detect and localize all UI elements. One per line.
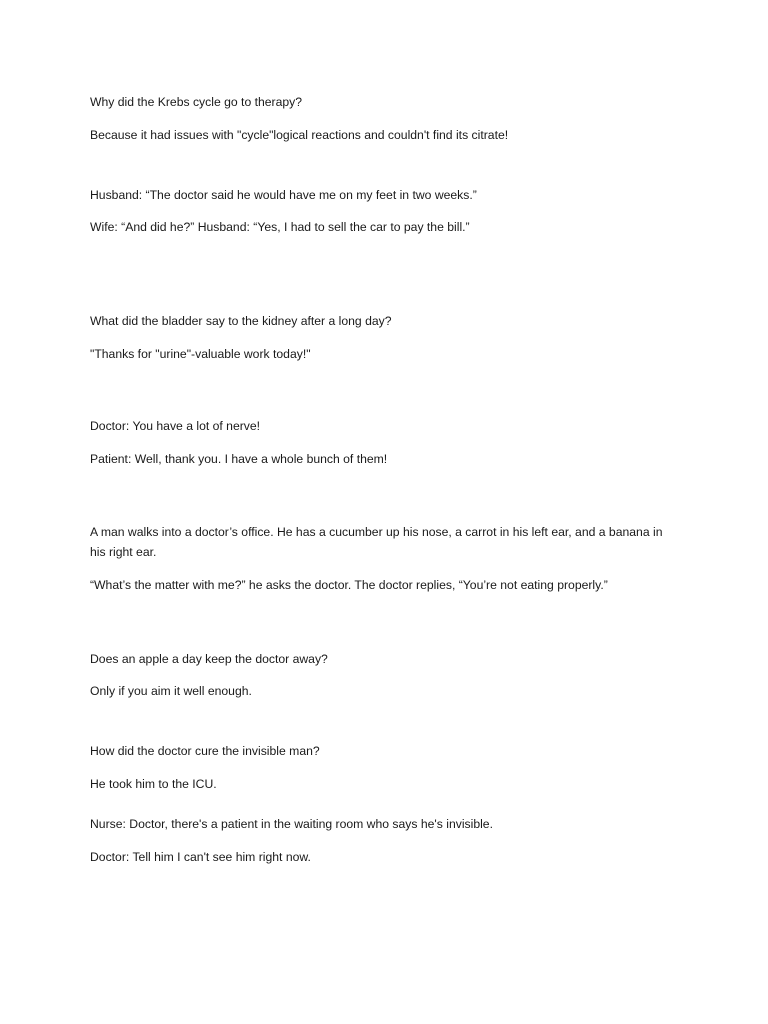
joke-8-punchline: Doctor: Tell him I can't see him right now.	[90, 850, 311, 864]
joke-7-answer: He took him to the ICU.	[90, 777, 217, 791]
joke-6-question: Does an apple a day keep the doctor away?	[90, 652, 328, 666]
joke-5-punchline: “What’s the matter with me?” he asks the doctor. The doctor replies, “You’re not eating properly.”	[90, 578, 608, 592]
joke-2-setup: Husband: “The doctor said he would have me on my feet in two weeks.”	[90, 188, 477, 202]
joke-7-question: How did the doctor cure the invisible man?	[90, 744, 320, 758]
joke-3-question: What did the bladder say to the kidney after a long day?	[90, 314, 392, 328]
joke-4-punchline: Patient: Well, thank you. I have a whole bunch of them!	[90, 452, 388, 466]
joke-8-setup: Nurse: Doctor, there's a patient in the waiting room who says he's invisible.	[90, 817, 493, 831]
joke-4-setup: Doctor: You have a lot of nerve!	[90, 419, 261, 433]
joke-6-answer: Only if you aim it well enough.	[90, 684, 252, 698]
joke-1-answer: Because it had issues with "cycle"logical reactions and couldn't find its citrate!	[90, 128, 509, 142]
joke-2-punchline: Wife: “And did he?” Husband: “Yes, I had to sell the car to pay the bill.”	[90, 220, 470, 234]
joke-1-question: Why did the Krebs cycle go to therapy?	[90, 95, 303, 109]
joke-3-answer: "Thanks for "urine"-valuable work today!"	[90, 347, 311, 361]
joke-5-setup: A man walks into a doctor’s office. He has a cucumber up his nose, a carrot in his left ear, and a banana in his right ear.	[90, 525, 663, 559]
